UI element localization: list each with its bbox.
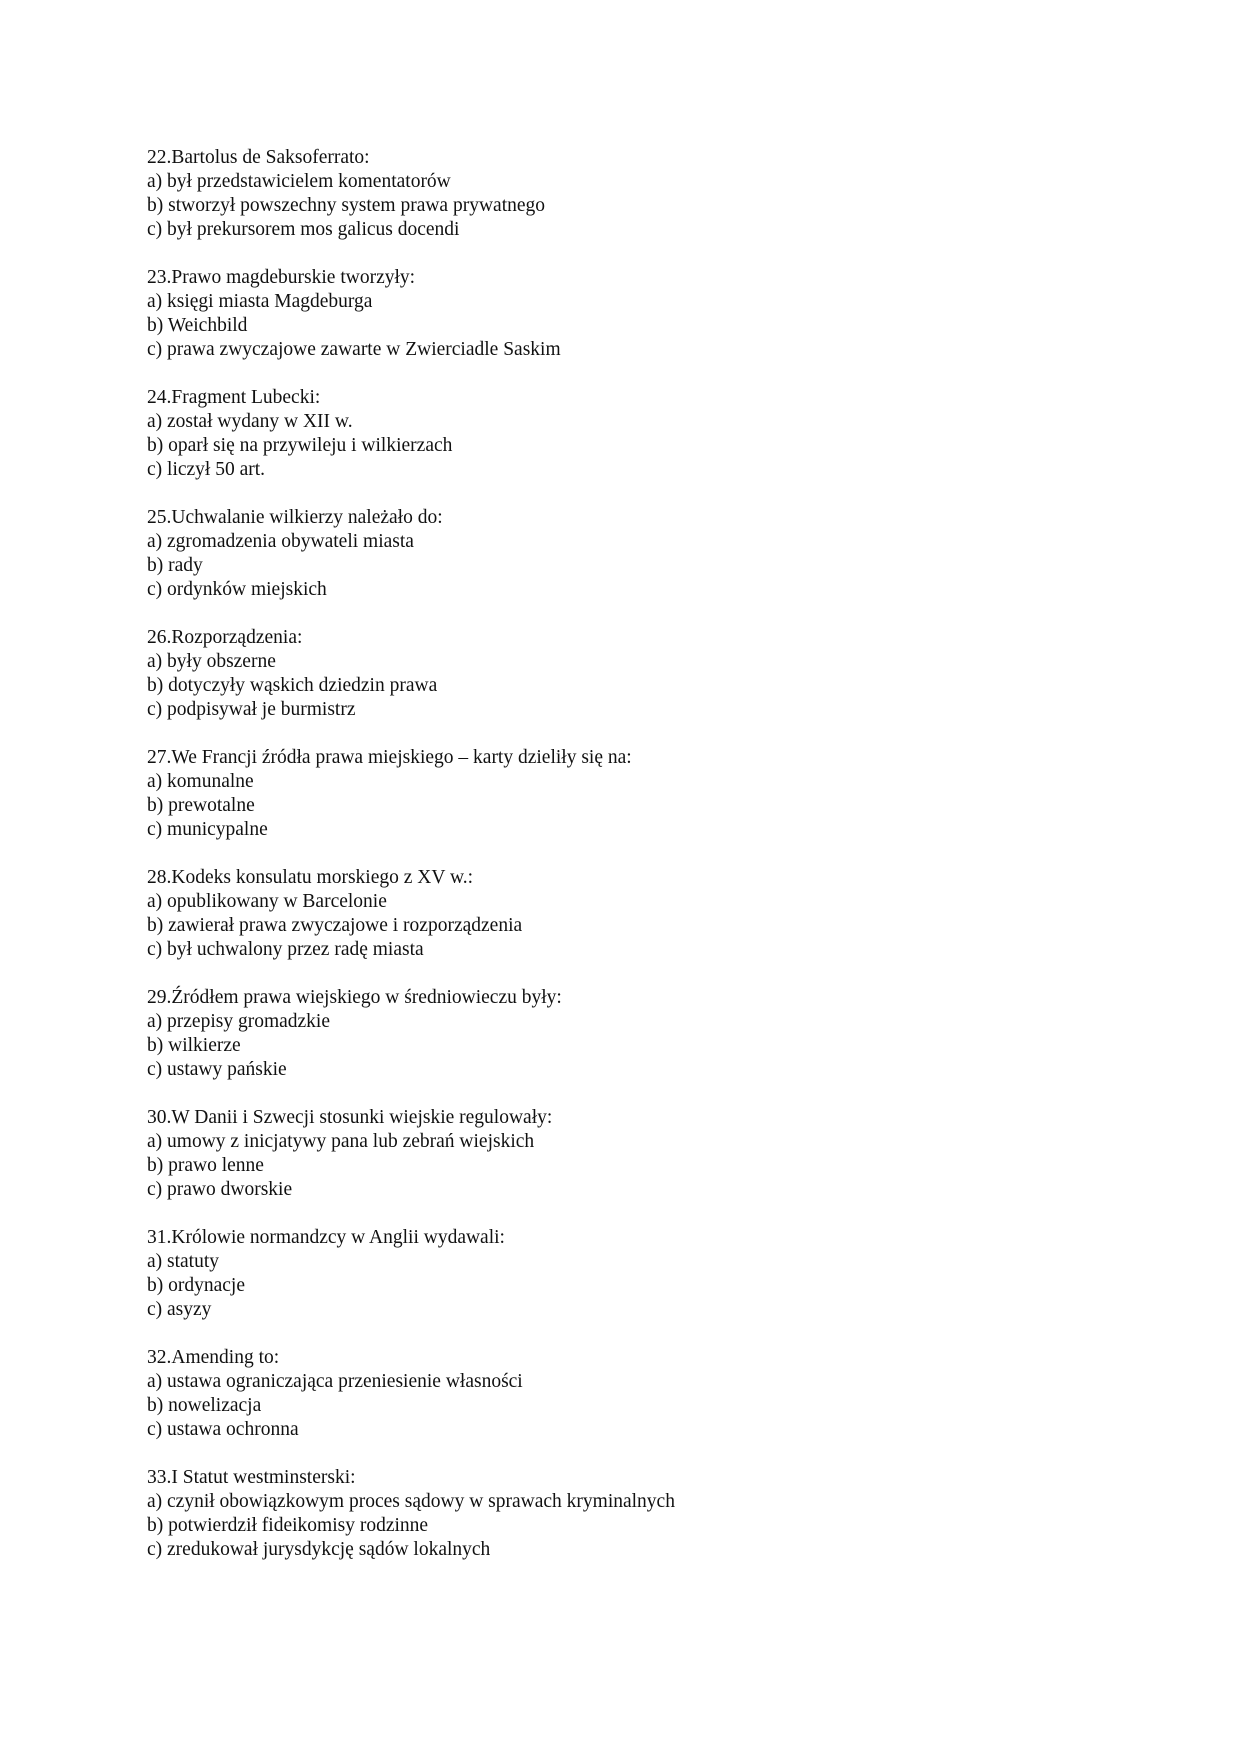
- answer-option-c: c) ordynków miejskich: [147, 579, 327, 600]
- question-text: 30.W Danii i Szwecji stosunki wiejskie regulowały:: [147, 1107, 553, 1128]
- answer-option-a: a) komunalne: [147, 771, 254, 792]
- question-25: [147, 506, 1147, 602]
- answer-option-a: a) przepisy gromadzkie: [147, 1011, 331, 1032]
- question-text: 22.Bartolus de Saksoferrato:: [147, 147, 370, 168]
- answer-option-c: c) zredukował jurysdykcję sądów lokalnych: [147, 1539, 491, 1560]
- question-text: 29.Źródłem prawa wiejskiego w średniowieczu były:: [147, 987, 562, 1008]
- question-text: 28.Kodeks konsulatu morskiego z XV w.:: [147, 867, 474, 888]
- answer-option-a: a) czynił obowiązkowym proces sądowy w sprawach kryminalnych: [147, 1491, 675, 1512]
- question-27: [147, 746, 1147, 842]
- answer-option-c: c) prawa zwyczajowe zawarte w Zwierciadle Saskim: [147, 339, 561, 360]
- answer-option-b: b) oparł się na przywileju i wilkierzach: [147, 435, 453, 456]
- answer-option-a: a) był przedstawicielem komentatorów: [147, 171, 451, 192]
- question-text: 23.Prawo magdeburskie tworzyły:: [147, 267, 416, 288]
- answer-option-a: a) księgi miasta Magdeburga: [147, 291, 373, 312]
- question-31: [147, 1226, 1147, 1322]
- answer-option-c: c) liczył 50 art.: [147, 459, 266, 480]
- answer-option-c: c) podpisywał je burmistrz: [147, 699, 356, 720]
- question-24: [147, 386, 1147, 482]
- answer-option-c: c) asyzy: [147, 1299, 212, 1320]
- answer-option-b: b) wilkierze: [147, 1035, 241, 1056]
- answer-option-a: a) były obszerne: [147, 651, 276, 672]
- answer-option-b: b) prawo lenne: [147, 1155, 264, 1176]
- question-text: 27.We Francji źródła prawa miejskiego – karty dzieliły się na:: [147, 747, 632, 768]
- answer-option-b: b) dotyczyły wąskich dziedzin prawa: [147, 675, 438, 696]
- question-text: 26.Rozporządzenia:: [147, 627, 303, 648]
- question-32: [147, 1346, 1147, 1442]
- answer-option-b: b) rady: [147, 555, 203, 576]
- answer-option-a: a) ustawa ograniczająca przeniesienie własności: [147, 1371, 523, 1392]
- question-text: 32.Amending to:: [147, 1347, 280, 1368]
- answer-option-b: b) stworzył powszechny system prawa prywatnego: [147, 195, 546, 216]
- answer-option-b: b) ordynacje: [147, 1275, 245, 1296]
- answer-option-c: c) ustawy pańskie: [147, 1059, 287, 1080]
- question-28: [147, 866, 1147, 962]
- answer-option-a: a) został wydany w XII w.: [147, 411, 353, 432]
- question-23: [147, 266, 1147, 362]
- answer-option-b: b) zawierał prawa zwyczajowe i rozporządzenia: [147, 915, 523, 936]
- answer-option-c: c) był prekursorem mos galicus docendi: [147, 219, 460, 240]
- question-text: 33.I Statut westminsterski:: [147, 1467, 356, 1488]
- answer-option-c: c) prawo dworskie: [147, 1179, 293, 1200]
- question-29: [147, 986, 1147, 1082]
- question-text: 31.Królowie normandzcy w Anglii wydawali:: [147, 1227, 505, 1248]
- answer-option-a: a) zgromadzenia obywateli miasta: [147, 531, 414, 552]
- answer-option-c: c) ustawa ochronna: [147, 1419, 299, 1440]
- answer-option-c: c) municypalne: [147, 819, 268, 840]
- answer-option-b: b) Weichbild: [147, 315, 248, 336]
- question-text: 25.Uchwalanie wilkierzy należało do:: [147, 507, 443, 528]
- answer-option-b: b) potwierdził fideikomisy rodzinne: [147, 1515, 429, 1536]
- question-list: [147, 146, 1147, 1586]
- answer-option-b: b) prewotalne: [147, 795, 255, 816]
- question-22: [147, 146, 1147, 242]
- question-26: [147, 626, 1147, 722]
- answer-option-c: c) był uchwalony przez radę miasta: [147, 939, 424, 960]
- question-text: 24.Fragment Lubecki:: [147, 387, 321, 408]
- answer-option-b: b) nowelizacja: [147, 1395, 262, 1416]
- question-30: [147, 1106, 1147, 1202]
- answer-option-a: a) umowy z inicjatywy pana lub zebrań wiejskich: [147, 1131, 535, 1152]
- answer-option-a: a) opublikowany w Barcelonie: [147, 891, 387, 912]
- question-33: [147, 1466, 1147, 1562]
- answer-option-a: a) statuty: [147, 1251, 220, 1272]
